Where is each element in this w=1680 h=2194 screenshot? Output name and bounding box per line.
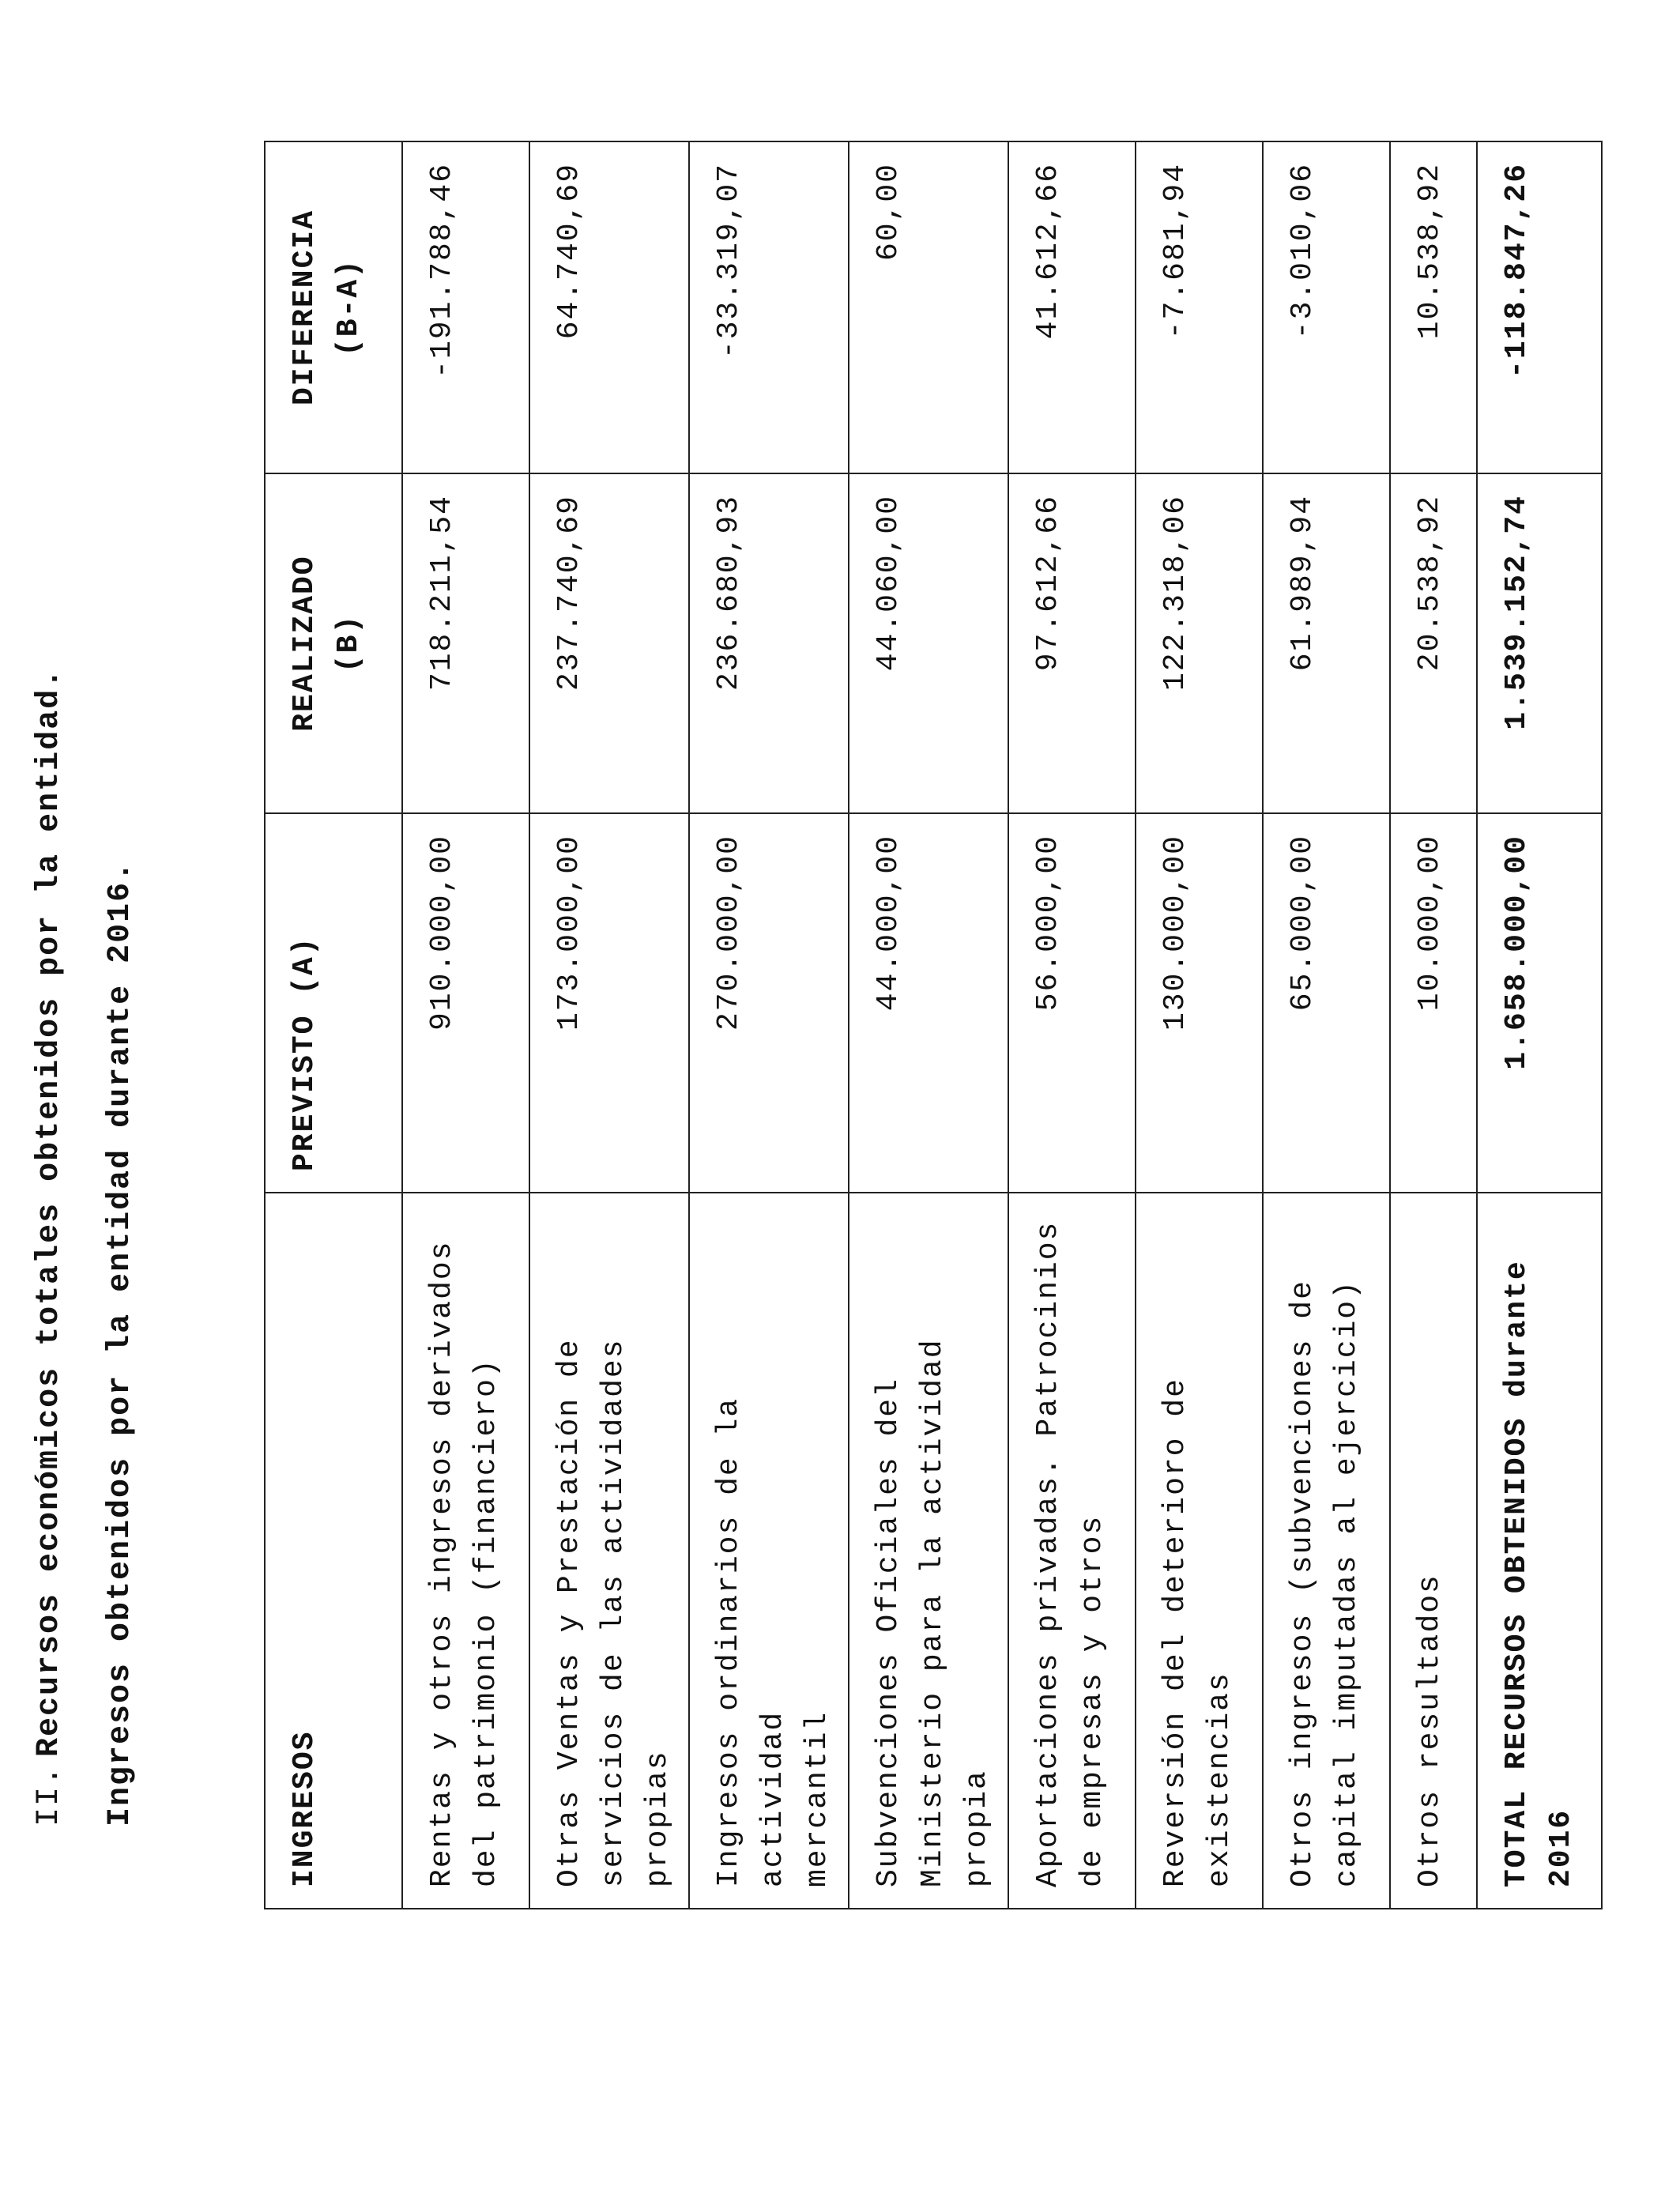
section-title: Recursos económicos totales obtenidos por la entidad. <box>32 667 67 1757</box>
row-diferencia: -3.010,06 <box>1263 141 1390 473</box>
table-row <box>849 141 1008 1909</box>
row-previsto: 910.000,00 <box>402 813 529 1193</box>
header-realizado-line1: REALIZADO <box>288 555 322 732</box>
header-diferencia-line1: DIFERENCIA <box>288 209 322 406</box>
row-previsto: 130.000,00 <box>1136 813 1263 1193</box>
row-concept <box>1136 1193 1263 1909</box>
concept-line2: capital imputadas al ejercicio) <box>1330 1280 1364 1887</box>
header-diferencia-line2: (B-A) <box>332 258 366 357</box>
row-diferencia: -7.681,94 <box>1136 141 1263 473</box>
concept-line1: Otros ingresos (subvenciones de <box>1286 1280 1320 1887</box>
total-realizado: 1.539.152,74 <box>1477 473 1602 813</box>
concept-line2: servicios de las actividades propias <box>597 1338 675 1887</box>
row-concept <box>1008 1193 1136 1909</box>
concept-line1: Reversión del deterioro de <box>1158 1378 1192 1887</box>
row-diferencia: -33.319,07 <box>689 141 849 473</box>
concept-line1: Otras Ventas y Prestación de <box>552 1338 586 1887</box>
row-concept <box>1263 1193 1390 1909</box>
concept-line1: Subvenciones Oficiales del <box>872 1378 906 1887</box>
header-diferencia <box>265 141 402 473</box>
total-previsto: 1.658.000,00 <box>1477 813 1602 1193</box>
header-realizado <box>265 473 402 813</box>
income-table <box>264 141 1603 1909</box>
table-row <box>689 141 849 1909</box>
row-realizado: 97.612,66 <box>1008 473 1136 813</box>
concept-line2: del patrimonio (financiero) <box>469 1358 503 1887</box>
concept-line2: mercantil <box>800 1710 834 1887</box>
table-total-row <box>1477 141 1602 1909</box>
table-row <box>1390 141 1477 1909</box>
table-row <box>402 141 529 1909</box>
header-ingresos: INGRESOS <box>265 1193 402 1909</box>
row-diferencia: -191.788,46 <box>402 141 529 473</box>
row-diferencia: 60,00 <box>849 141 1008 473</box>
row-concept <box>529 1193 689 1909</box>
row-realizado: 236.680,93 <box>689 473 849 813</box>
concept-line1: Otros resultados <box>1413 1574 1447 1887</box>
row-realizado: 20.538,92 <box>1390 473 1477 813</box>
row-previsto: 56.000,00 <box>1008 813 1136 1193</box>
row-concept <box>849 1193 1008 1909</box>
total-concept <box>1477 1193 1602 1909</box>
table-row <box>1263 141 1390 1909</box>
table-row <box>1136 141 1263 1909</box>
concept-line1: Aportaciones privadas. Patrocinios <box>1031 1220 1065 1887</box>
row-previsto: 10.000,00 <box>1390 813 1477 1193</box>
row-diferencia: 41.612,66 <box>1008 141 1136 473</box>
table-subtitle: Ingresos obtenidos por la entidad durante 2016. <box>103 860 138 1826</box>
concept-line1: Ingresos ordinarios de la actividad <box>712 1397 790 1887</box>
concept-line2: de empresas y otros <box>1075 1514 1109 1887</box>
row-realizado: 237.740,69 <box>529 473 689 813</box>
row-previsto: 65.000,00 <box>1263 813 1390 1193</box>
row-diferencia: 10.538,92 <box>1390 141 1477 473</box>
row-diferencia: 64.740,69 <box>529 141 689 473</box>
table-row <box>529 141 689 1909</box>
concept-line2: existencias <box>1203 1672 1237 1887</box>
header-realizado-line2: (B) <box>332 613 366 673</box>
row-concept <box>402 1193 529 1909</box>
row-realizado: 61.989,94 <box>1263 473 1390 813</box>
row-previsto: 270.000,00 <box>689 813 849 1193</box>
table-header-row <box>265 141 402 1909</box>
row-previsto: 44.000,00 <box>849 813 1008 1193</box>
total-concept-line1: TOTAL RECURSOS OBTENIDOS durante <box>1500 1260 1534 1887</box>
section-heading <box>32 668 67 1826</box>
section-number: II. <box>32 1764 67 1826</box>
header-previsto: PREVISTO (A) <box>265 813 402 1193</box>
row-concept <box>689 1193 849 1909</box>
row-realizado: 122.318,06 <box>1136 473 1263 813</box>
table-row <box>1008 141 1136 1909</box>
row-concept <box>1390 1193 1477 1909</box>
row-realizado: 718.211,54 <box>402 473 529 813</box>
row-realizado: 44.060,00 <box>849 473 1008 813</box>
concept-line2: Ministerio para la actividad propia <box>916 1338 994 1887</box>
total-diferencia: -118.847,26 <box>1477 141 1602 473</box>
row-previsto: 173.000,00 <box>529 813 689 1193</box>
concept-line1: Rentas y otros ingresos derivados <box>425 1240 459 1887</box>
total-concept-line2: 2016 <box>1544 1808 1578 1887</box>
